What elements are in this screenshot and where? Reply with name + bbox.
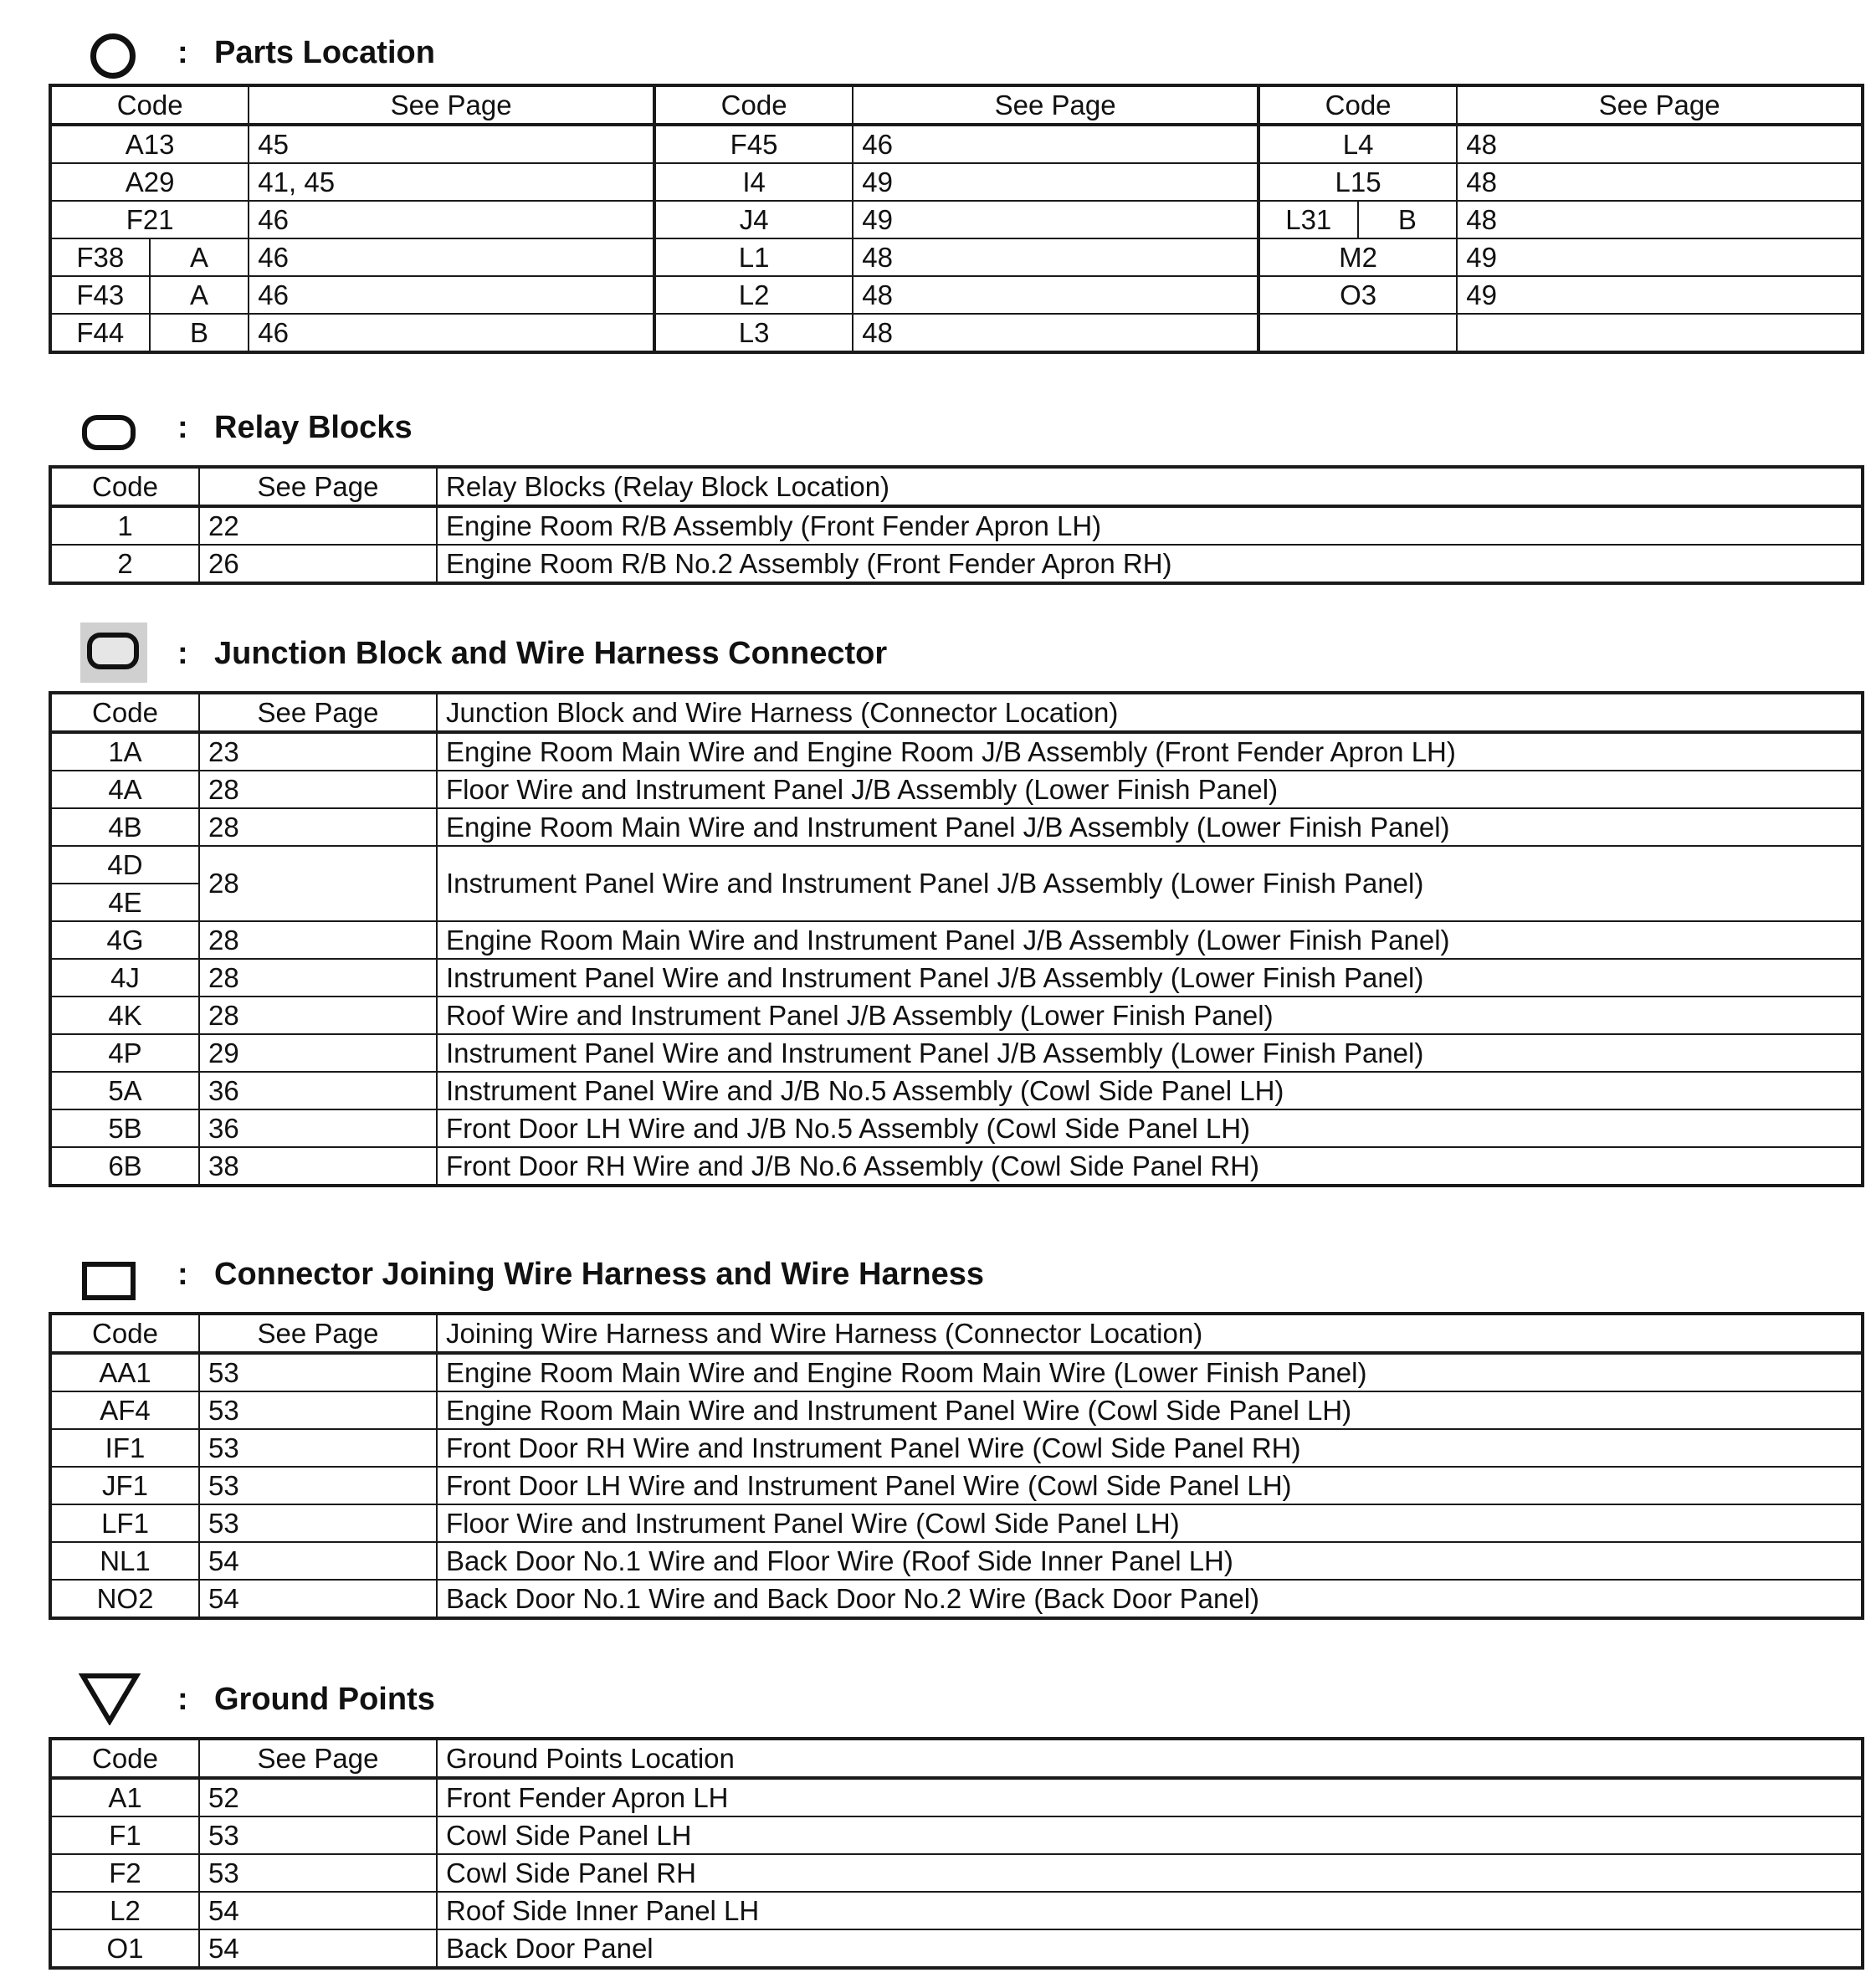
table-row	[50, 201, 1863, 238]
code-cell: 4A	[50, 771, 199, 808]
sub-code-cell: A	[150, 276, 249, 314]
code-cell: JF1	[50, 1467, 199, 1504]
code-cell: F43	[50, 276, 150, 314]
description-cell: Instrument Panel Wire and Instrument Panel J/B Assembly (Lower Finish Panel)	[437, 846, 1863, 921]
code-cell: 4E	[50, 884, 199, 921]
junction-block-icon	[87, 633, 139, 669]
relay-blocks-table	[49, 465, 1864, 585]
page-cell: 53	[199, 1429, 437, 1467]
col-header-see-page: See Page	[199, 467, 437, 506]
code-cell: J4	[654, 201, 853, 238]
col-header-see-page: See Page	[249, 85, 654, 125]
description-cell: Instrument Panel Wire and Instrument Panel J/B Assembly (Lower Finish Panel)	[437, 1034, 1863, 1072]
description-cell: Back Door Panel	[437, 1929, 1863, 1968]
code-cell: O1	[50, 1929, 199, 1968]
junction-block-table	[49, 691, 1864, 1187]
page-cell: 38	[199, 1147, 437, 1186]
code-cell: L31	[1258, 201, 1358, 238]
table-header-row	[50, 693, 1863, 732]
col-header-code: Code	[654, 85, 853, 125]
code-cell: 1A	[50, 732, 199, 771]
page-cell: 28	[199, 846, 437, 921]
code-cell: NO2	[50, 1580, 199, 1618]
page-cell: 46	[853, 125, 1258, 163]
table-row	[50, 1034, 1863, 1072]
page-cell: 46	[249, 314, 654, 352]
code-cell: AA1	[50, 1353, 199, 1391]
table-header-row	[50, 1314, 1863, 1353]
ground-triangle-icon	[79, 1672, 141, 1725]
circle-icon	[90, 33, 136, 79]
col-header-see-page: See Page	[199, 1739, 437, 1778]
sub-code-cell: A	[150, 238, 249, 276]
col-header-description: Joining Wire Harness and Wire Harness (Connector Location)	[437, 1314, 1863, 1353]
table-row	[50, 1854, 1863, 1892]
description-cell: Engine Room Main Wire and Instrument Panel J/B Assembly (Lower Finish Panel)	[437, 808, 1863, 846]
colon: :	[177, 35, 188, 70]
table-row	[50, 1504, 1863, 1542]
page-cell: 22	[199, 506, 437, 545]
code-cell: IF1	[50, 1429, 199, 1467]
table-row	[50, 125, 1863, 163]
code-cell: L2	[50, 1892, 199, 1929]
code-cell: 2	[50, 545, 199, 583]
table-row	[50, 1147, 1863, 1186]
connector-section	[49, 1243, 1864, 1620]
page-cell: 53	[199, 1816, 437, 1854]
page-cell: 54	[199, 1892, 437, 1929]
table-header-row	[50, 1739, 1863, 1778]
ground-points-section	[49, 1667, 1864, 1970]
description-cell: Front Door LH Wire and J/B No.5 Assembly (Cowl Side Panel LH)	[437, 1109, 1863, 1147]
junction-block-section	[49, 621, 1864, 1187]
page-cell: 48	[1457, 201, 1863, 238]
page-cell: 48	[853, 314, 1258, 352]
table-header-row	[50, 467, 1863, 506]
junction-block-header	[49, 621, 1864, 691]
colon: :	[177, 636, 188, 671]
code-cell: O3	[1258, 276, 1457, 314]
parts-location-section	[49, 22, 1864, 354]
page-cell: 28	[199, 808, 437, 846]
page-cell: 46	[249, 276, 654, 314]
code-cell: LF1	[50, 1504, 199, 1542]
table-row	[50, 238, 1863, 276]
page-cell: 54	[199, 1580, 437, 1618]
page-cell: 53	[199, 1353, 437, 1391]
code-cell: F1	[50, 1816, 199, 1854]
description-cell: Engine Room R/B Assembly (Front Fender Apron LH)	[437, 506, 1863, 545]
rounded-rectangle-icon	[82, 415, 136, 450]
code-cell: 5B	[50, 1109, 199, 1147]
colon: :	[177, 410, 188, 445]
col-header-see-page: See Page	[853, 85, 1258, 125]
page-cell: 48	[853, 238, 1258, 276]
table-row	[50, 1391, 1863, 1429]
relay-blocks-section	[49, 397, 1864, 585]
code-cell: F45	[654, 125, 853, 163]
description-cell: Roof Wire and Instrument Panel J/B Assembly (Lower Finish Panel)	[437, 997, 1863, 1034]
page-cell: 28	[199, 997, 437, 1034]
code-cell: L15	[1258, 163, 1457, 201]
table-row	[50, 959, 1863, 997]
description-cell: Back Door No.1 Wire and Floor Wire (Roof Side Inner Panel LH)	[437, 1542, 1863, 1580]
table-row	[50, 1778, 1863, 1816]
description-cell: Front Door RH Wire and J/B No.6 Assembly (Cowl Side Panel RH)	[437, 1147, 1863, 1186]
col-header-see-page: See Page	[199, 1314, 437, 1353]
page-cell: 49	[853, 163, 1258, 201]
page-cell: 49	[853, 201, 1258, 238]
code-cell: A29	[50, 163, 249, 201]
table-row	[50, 276, 1863, 314]
description-cell: Roof Side Inner Panel LH	[437, 1892, 1863, 1929]
page-cell: 26	[199, 545, 437, 583]
page-cell: 46	[249, 201, 654, 238]
code-cell: M2	[1258, 238, 1457, 276]
page-cell: 53	[199, 1467, 437, 1504]
table-row	[50, 1353, 1863, 1391]
table-header-row	[50, 85, 1863, 125]
table-row	[50, 808, 1863, 846]
col-header-description: Ground Points Location	[437, 1739, 1863, 1778]
code-cell: 4K	[50, 997, 199, 1034]
table-row	[50, 921, 1863, 959]
col-header-code: Code	[50, 1739, 199, 1778]
connector-table	[49, 1312, 1864, 1620]
description-cell: Cowl Side Panel RH	[437, 1854, 1863, 1892]
code-cell: 4D	[50, 846, 199, 884]
description-cell: Floor Wire and Instrument Panel Wire (Cowl Side Panel LH)	[437, 1504, 1863, 1542]
code-cell: NL1	[50, 1542, 199, 1580]
table-row	[50, 1072, 1863, 1109]
page-cell: 28	[199, 959, 437, 997]
page-cell: 54	[199, 1929, 437, 1968]
col-header-code: Code	[50, 85, 249, 125]
table-row	[50, 163, 1863, 201]
table-row	[50, 506, 1863, 545]
section-title: Relay Blocks	[214, 410, 413, 445]
table-row	[50, 771, 1863, 808]
code-cell: L1	[654, 238, 853, 276]
description-cell: Front Door LH Wire and Instrument Panel Wire (Cowl Side Panel LH)	[437, 1467, 1863, 1504]
page-cell: 23	[199, 732, 437, 771]
page-cell: 49	[1457, 276, 1863, 314]
code-cell: 6B	[50, 1147, 199, 1186]
code-cell: A13	[50, 125, 249, 163]
section-title: Ground Points	[214, 1682, 435, 1717]
page-cell: 54	[199, 1542, 437, 1580]
section-title: Connector Joining Wire Harness and Wire Harness	[214, 1257, 984, 1292]
code-cell: AF4	[50, 1391, 199, 1429]
col-header-code: Code	[50, 467, 199, 506]
col-header-see-page: See Page	[1457, 85, 1863, 125]
page-cell: 46	[249, 238, 654, 276]
table-row	[50, 1467, 1863, 1504]
code-cell: L2	[654, 276, 853, 314]
description-cell: Instrument Panel Wire and Instrument Panel J/B Assembly (Lower Finish Panel)	[437, 959, 1863, 997]
col-header-code: Code	[1258, 85, 1457, 125]
description-cell: Engine Room Main Wire and Engine Room J/B Assembly (Front Fender Apron LH)	[437, 732, 1863, 771]
page-cell: 45	[249, 125, 654, 163]
page-cell: 53	[199, 1504, 437, 1542]
page-cell: 28	[199, 771, 437, 808]
page-cell: 53	[199, 1391, 437, 1429]
description-cell: Engine Room Main Wire and Engine Room Main Wire (Lower Finish Panel)	[437, 1353, 1863, 1391]
table-row	[50, 1892, 1863, 1929]
table-row	[50, 314, 1863, 352]
description-cell: Back Door No.1 Wire and Back Door No.2 Wire (Back Door Panel)	[437, 1580, 1863, 1618]
page-cell: 49	[1457, 238, 1863, 276]
parts-location-table	[49, 84, 1864, 354]
section-title: Parts Location	[214, 35, 435, 70]
sub-code-cell: B	[1358, 201, 1458, 238]
col-header-description: Junction Block and Wire Harness (Connector Location)	[437, 693, 1863, 732]
page-cell: 48	[853, 276, 1258, 314]
page-cell: 29	[199, 1034, 437, 1072]
page-cell: 36	[199, 1072, 437, 1109]
page-cell: 53	[199, 1854, 437, 1892]
code-cell: F38	[50, 238, 150, 276]
ground-points-header	[49, 1667, 1864, 1737]
table-row	[50, 1109, 1863, 1147]
page-cell: 48	[1457, 125, 1863, 163]
code-cell: F44	[50, 314, 150, 352]
table-row	[50, 1542, 1863, 1580]
table-row	[50, 1580, 1863, 1618]
col-header-description: Relay Blocks (Relay Block Location)	[437, 467, 1863, 506]
code-cell: I4	[654, 163, 853, 201]
table-row	[50, 545, 1863, 583]
table-row	[50, 1929, 1863, 1968]
code-cell: 5A	[50, 1072, 199, 1109]
parts-location-header	[49, 22, 1864, 84]
col-header-see-page: See Page	[199, 693, 437, 732]
table-row	[50, 1429, 1863, 1467]
ground-points-table	[49, 1737, 1864, 1970]
page-cell	[1457, 314, 1863, 352]
description-cell: Instrument Panel Wire and J/B No.5 Assembly (Cowl Side Panel LH)	[437, 1072, 1863, 1109]
colon: :	[177, 1682, 188, 1717]
page-cell: 52	[199, 1778, 437, 1816]
description-cell: Cowl Side Panel LH	[437, 1816, 1863, 1854]
code-cell: 4G	[50, 921, 199, 959]
description-cell: Front Fender Apron LH	[437, 1778, 1863, 1816]
code-cell: 4P	[50, 1034, 199, 1072]
page-cell: 36	[199, 1109, 437, 1147]
sub-code-cell: B	[150, 314, 249, 352]
code-cell	[1258, 314, 1457, 352]
code-cell: 4J	[50, 959, 199, 997]
section-title: Junction Block and Wire Harness Connector	[214, 636, 888, 671]
code-cell: F2	[50, 1854, 199, 1892]
page-cell: 41, 45	[249, 163, 654, 201]
table-row	[50, 732, 1863, 771]
code-cell: F21	[50, 201, 249, 238]
col-header-code: Code	[50, 1314, 199, 1353]
page-cell: 28	[199, 921, 437, 959]
rectangle-icon	[82, 1262, 136, 1300]
code-cell: A1	[50, 1778, 199, 1816]
table-row	[50, 1816, 1863, 1854]
table-row	[50, 997, 1863, 1034]
description-cell: Engine Room Main Wire and Instrument Panel Wire (Cowl Side Panel LH)	[437, 1391, 1863, 1429]
code-cell: L4	[1258, 125, 1457, 163]
description-cell: Engine Room R/B No.2 Assembly (Front Fender Apron RH)	[437, 545, 1863, 583]
code-cell: L3	[654, 314, 853, 352]
description-cell: Floor Wire and Instrument Panel J/B Assembly (Lower Finish Panel)	[437, 771, 1863, 808]
col-header-code: Code	[50, 693, 199, 732]
description-cell: Engine Room Main Wire and Instrument Panel J/B Assembly (Lower Finish Panel)	[437, 921, 1863, 959]
page-cell: 48	[1457, 163, 1863, 201]
description-cell: Front Door RH Wire and Instrument Panel Wire (Cowl Side Panel RH)	[437, 1429, 1863, 1467]
colon: :	[177, 1257, 188, 1292]
code-cell: 4B	[50, 808, 199, 846]
table-row	[50, 846, 1863, 884]
code-cell: 1	[50, 506, 199, 545]
relay-blocks-header	[49, 397, 1864, 465]
connector-header	[49, 1243, 1864, 1312]
